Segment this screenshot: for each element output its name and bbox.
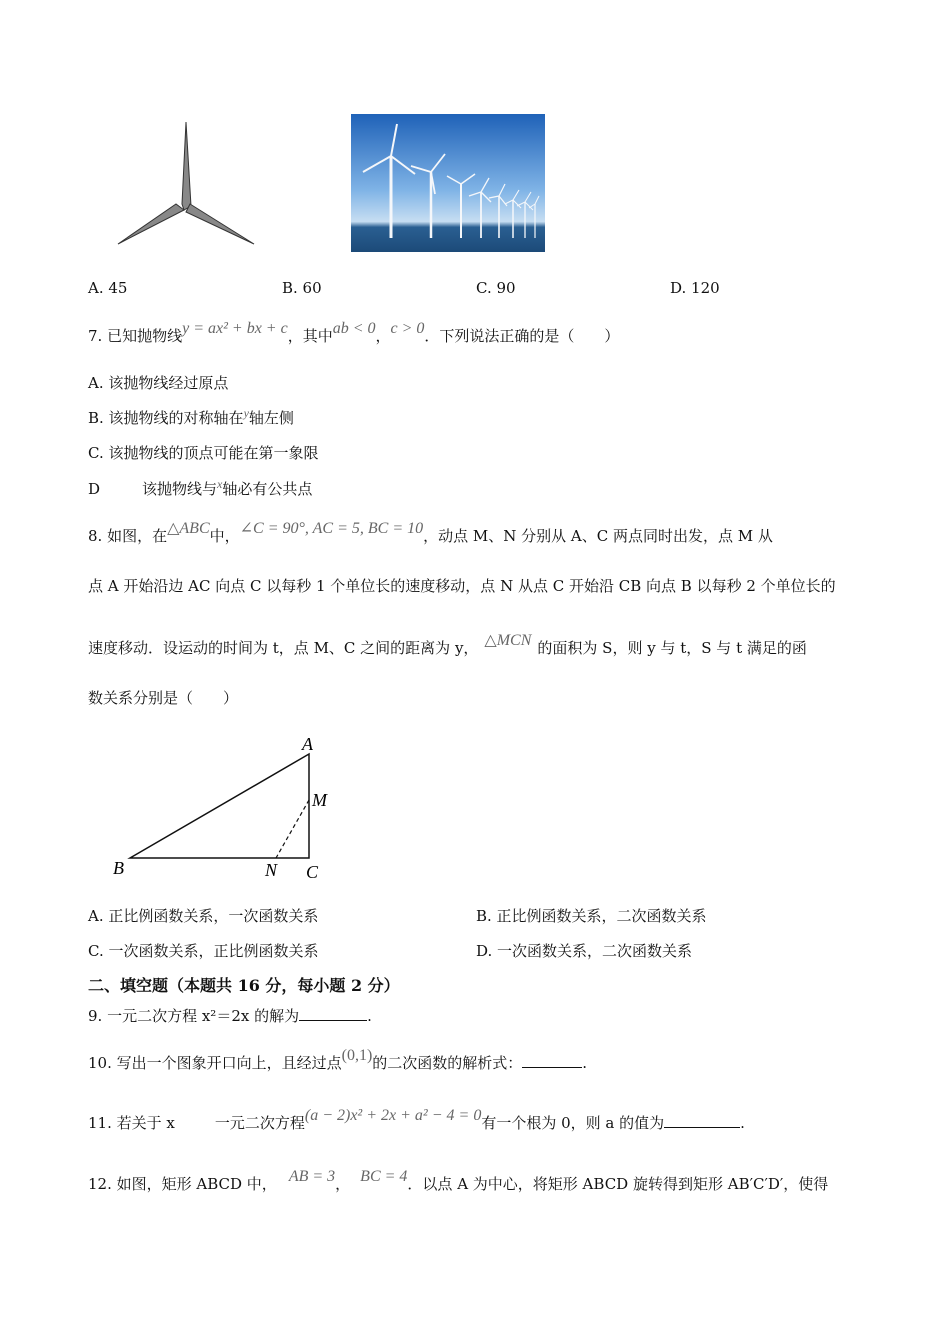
q7-option-d-pre: 该抛物线与 [142, 480, 218, 498]
q7-option-d-letter: D [88, 480, 101, 498]
q7-mid2: ， [375, 327, 391, 345]
q7-option-c: C. 该抛物线的顶点可能在第一象限 [88, 444, 319, 462]
q8-line1-a: 8. 如图，在 [88, 527, 168, 545]
q10-point: (0,1) [341, 1047, 373, 1064]
q12-cond2: BC = 4 [360, 1168, 408, 1185]
q8-option-d: D. 一次函数关系，二次函数关系 [476, 942, 693, 960]
question-11 [88, 1107, 745, 1134]
q7-cond2: c > 0 [390, 320, 425, 337]
q11-post1: 有一个根为 0，则 a 的值为 [481, 1114, 665, 1132]
triangle-abc-figure [108, 732, 340, 884]
question-9 [88, 1006, 372, 1026]
q10-post: . [582, 1054, 588, 1072]
q7-option-d-var: x [217, 477, 223, 491]
q12-post: ．以点 A 为中心，将矩形 ABCD 旋转得到矩形 AB′C′D′，使得 [407, 1175, 829, 1193]
q7-option-a: A. 该抛物线经过原点 [88, 374, 229, 392]
fan-blade-figure [112, 118, 262, 250]
q7-option-b [88, 408, 294, 429]
q8-conditions: ∠C = 90°, AC = 5, BC = 10 [239, 520, 424, 537]
option-b: B. 60 [282, 279, 322, 297]
q8-option-b: B. 正比例函数关系，二次函数关系 [476, 907, 707, 925]
label-b: B [113, 858, 124, 878]
question-8-line-3 [88, 632, 807, 659]
option-d: D. 120 [670, 279, 720, 297]
q10-mid: 的二次函数的解析式： [372, 1054, 523, 1072]
q12-cond1: AB = 3 [288, 1168, 336, 1185]
q11-post2: . [740, 1114, 745, 1132]
q7-prefix: 7. 已知抛物线 [88, 327, 183, 345]
q9-post: . [367, 1007, 372, 1025]
q11-mid: 一元二次方程 [214, 1114, 305, 1132]
section-2-heading: 二、填空题（本题共 16 分，每小题 2 分） [88, 976, 400, 995]
question-7 [88, 320, 620, 347]
q8-line1-c: ，动点 M、N 分别从 A、C 两点同时出发，点 M 从 [423, 527, 773, 545]
q8-line1-b: 中， [209, 527, 240, 545]
q8-line3-b: 的面积为 S，则 y 与 t，S 与 t 满足的函 [537, 639, 807, 657]
question-8-line-4: 数关系分别是（ ） [88, 689, 239, 707]
label-n: N [265, 860, 278, 880]
wind-turbine-photo [351, 114, 545, 252]
q8-option-a: A. 正比例函数关系，一次函数关系 [88, 907, 319, 925]
label-c: C [306, 862, 319, 882]
q7-option-d-post: 轴必有公共点 [222, 480, 313, 498]
q8-triangle-abc: △ABC [167, 520, 210, 537]
q10-answer-blank[interactable] [522, 1053, 582, 1068]
question-8-line-2: 点 A 开始沿边 AC 向点 C 以每秒 1 个单位长的速度移动，点 N 从点 C 开始沿 CB 向点 B 以每秒 2 个单位长的 [88, 577, 836, 595]
q7-option-b-pre: B. 该抛物线的对称轴在 [88, 409, 244, 427]
q11-answer-blank[interactable] [664, 1113, 740, 1128]
q7-cond1: ab < 0 [332, 320, 376, 337]
option-a: A. 45 [88, 279, 128, 297]
label-m: M [312, 790, 327, 810]
question-8-line-1 [88, 520, 773, 547]
option-c: C. 90 [476, 279, 516, 297]
q12-sep: ， [335, 1175, 351, 1193]
q11-pre: 11. 若关于 x [88, 1114, 175, 1132]
q7-option-d [88, 479, 312, 500]
q8-triangle-mcn: △MCN [484, 632, 532, 649]
q7-option-b-post: 轴左侧 [248, 409, 294, 427]
q7-suffix: ．下列说法正确的是（ ） [424, 327, 620, 345]
question-12 [88, 1168, 829, 1195]
q7-option-b-var: y [243, 406, 249, 420]
q7-equation: y = ax² + bx + c [182, 320, 288, 337]
question-10 [88, 1047, 588, 1074]
q8-option-c: C. 一次函数关系，正比例函数关系 [88, 942, 319, 960]
q10-text: 10. 写出一个图象开口向上，且经过点 [88, 1054, 342, 1072]
q7-mid1: ，其中 [287, 327, 333, 345]
q11-equation: (a − 2)x² + 2x + a² − 4 = 0 [304, 1107, 482, 1124]
q9-answer-blank[interactable] [299, 1006, 367, 1021]
q12-pre: 12. 如图，矩形 ABCD 中， [88, 1175, 277, 1193]
q9-text: 9. 一元二次方程 x²＝2x 的解为 [88, 1007, 300, 1025]
label-a: A [302, 734, 313, 754]
q8-line3-a: 速度移动．设运动的时间为 t，点 M、C 之间的距离为 y， [88, 639, 479, 657]
